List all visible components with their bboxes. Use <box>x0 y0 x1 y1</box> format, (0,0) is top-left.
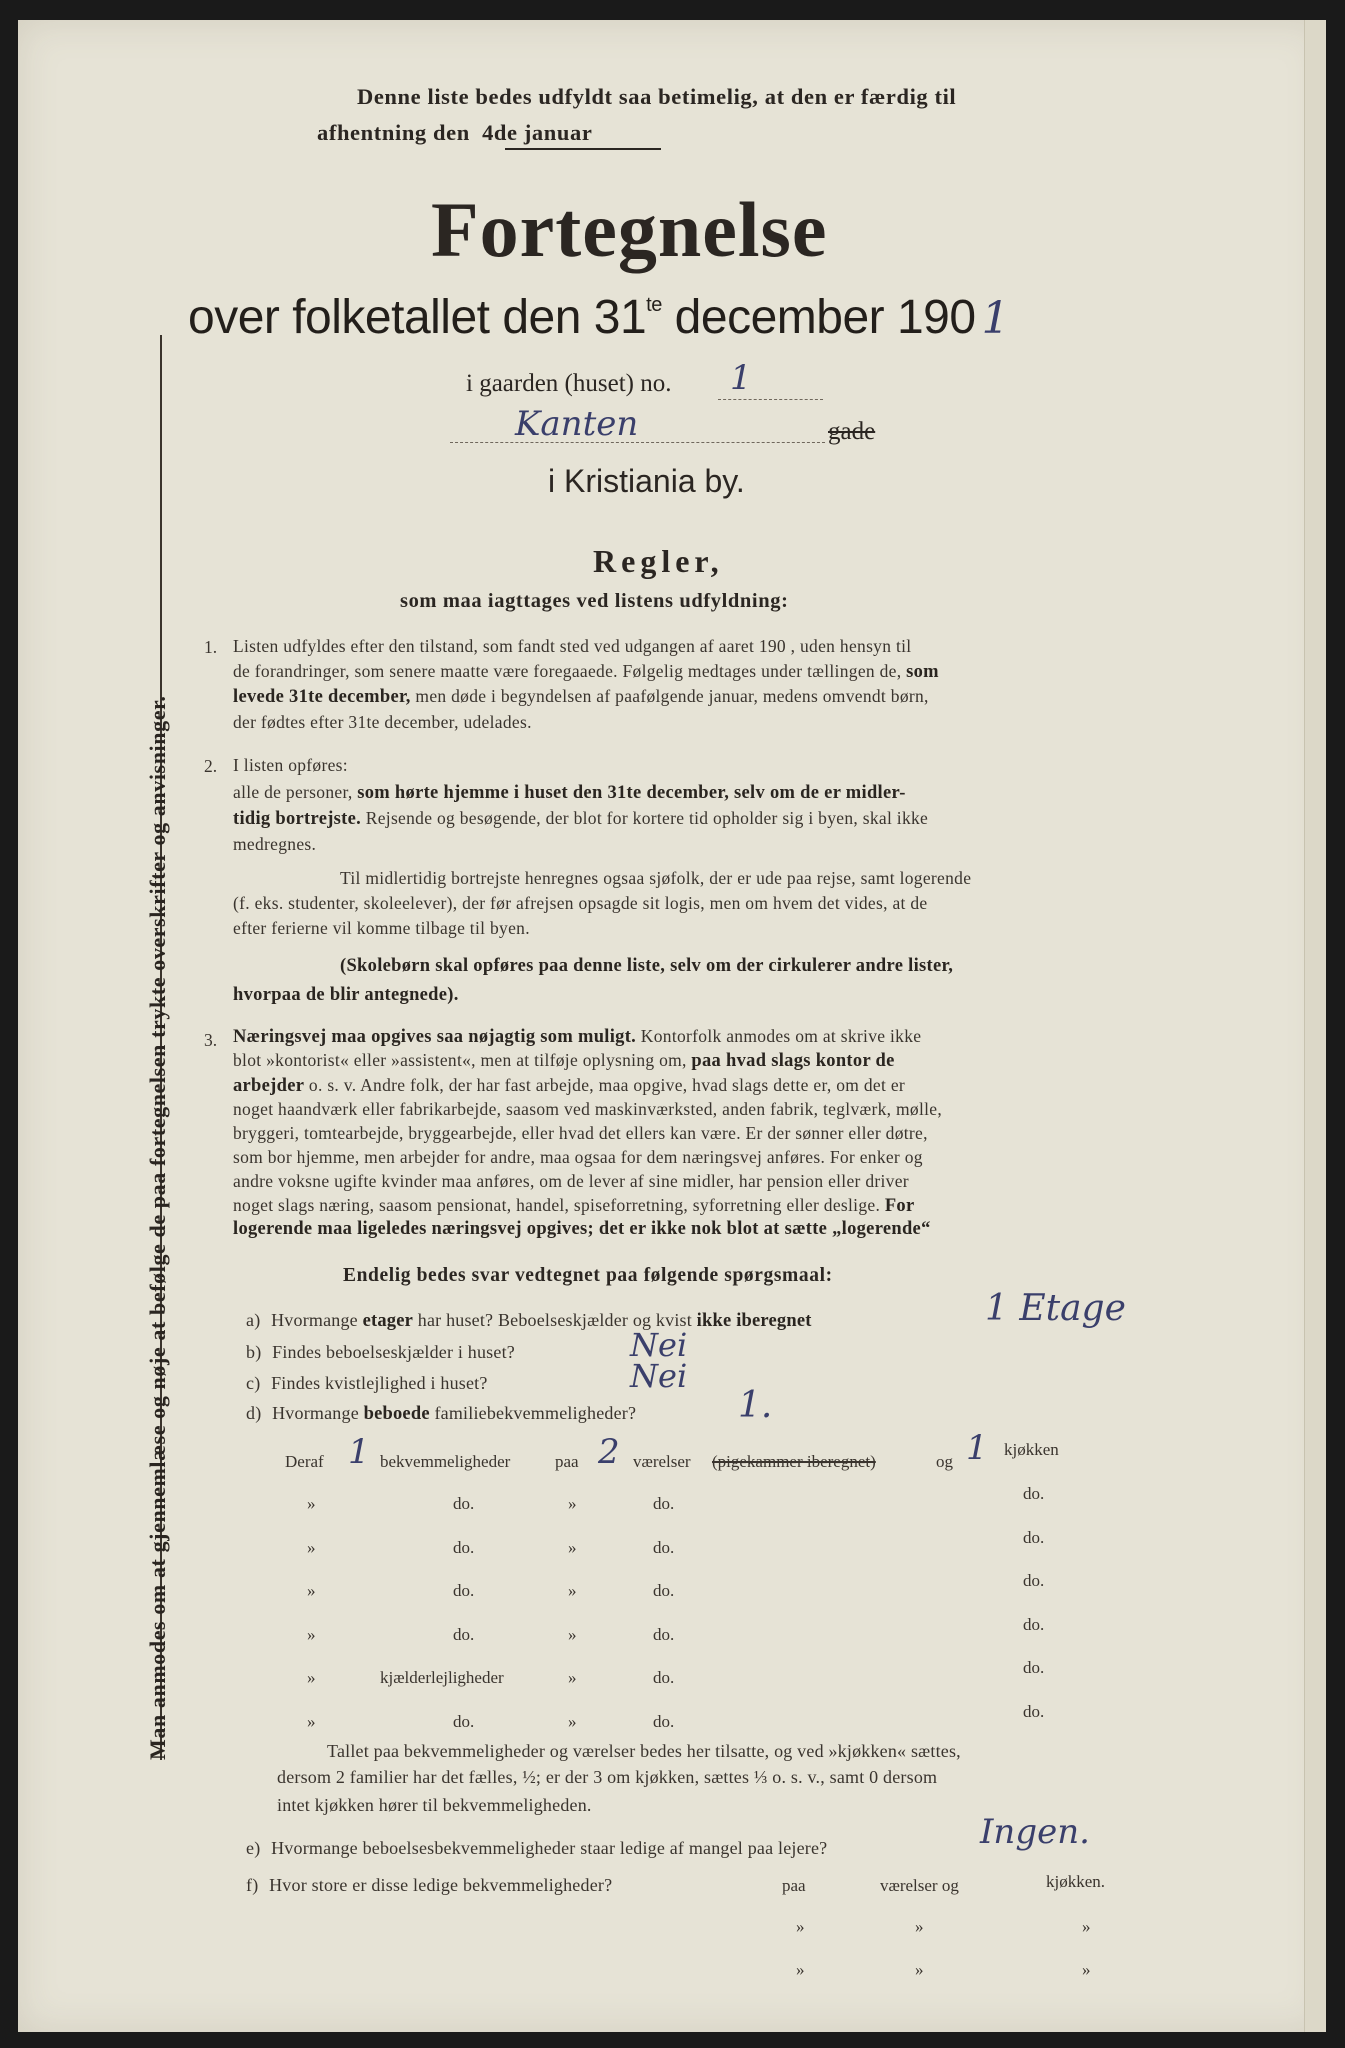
answer-e-hand: Ingen. <box>980 1812 1090 1852</box>
deraf-rooms-hand: 2 <box>598 1432 620 1472</box>
question-c-text: Findes kvistlejlighed i huset? <box>271 1373 488 1393</box>
deraf-paa: paa <box>555 1452 579 1471</box>
question-d-pre: Hvormange <box>272 1403 359 1423</box>
question-e-label: e) <box>246 1838 261 1858</box>
rule2-para2-line1: Til midlertidig bortrejste henregnes ogsaa sjøfolk, der er ude paa rejse, samt logerende <box>340 868 972 888</box>
rule3-line3 <box>233 1075 905 1097</box>
row-col2: do. <box>653 1712 675 1731</box>
rule2-line3-bold: tidig bortrejste. <box>233 809 362 829</box>
rule3-line7: andre voksne ugifte kvinder maa anføres, om de lever af sine midler, har pension eller driver <box>233 1171 909 1191</box>
header-note-line2 <box>317 120 592 146</box>
house-number-hand: 1 <box>730 358 752 398</box>
street-name-hand: Kanten <box>515 404 639 444</box>
question-f-paa: paa <box>782 1876 806 1895</box>
rule1-line3 <box>233 686 929 708</box>
question-a <box>246 1310 812 1332</box>
rule3-line1-bold: Næringsvej maa opgives saa nøjagtig som muligt. <box>233 1027 637 1047</box>
answer-c-hand: Nei <box>630 1357 688 1395</box>
row-mark-2: » <box>568 1581 577 1600</box>
row-col2: do. <box>653 1494 675 1513</box>
side-instruction-note: Man anmodes om at gjennemlæse og nøje at befølge de paa fortegnelsen trykte overskrifter og anvisninger. <box>145 695 170 1760</box>
question-c <box>246 1373 488 1394</box>
row-mark-2: » <box>568 1625 577 1644</box>
deraf-kitchens-hand: 1 <box>966 1428 988 1468</box>
f-mark: » <box>915 1917 924 1936</box>
row-col1: kjælderlejligheder <box>380 1668 504 1687</box>
rule1-line2 <box>233 661 939 683</box>
question-d <box>246 1403 636 1425</box>
rule3-line1 <box>233 1026 921 1048</box>
row-col1: do. <box>453 1538 475 1557</box>
row-mark-1: » <box>307 1625 316 1644</box>
rule3-num: 3. <box>204 1030 218 1050</box>
rule1-line1: Listen udfyldes efter den tilstand, som fandt sted ved udgangen af aaret 190 , uden hensyn til <box>233 636 912 656</box>
rule3-line3-text: o. s. v. Andre folk, der har fast arbejde, maa opgive, hvad slags dette er, om det er <box>308 1075 906 1095</box>
rule2-para2-line3: efter ferierne vil komme tilbage til byen. <box>233 918 530 938</box>
row-mark-2: » <box>568 1494 577 1513</box>
header-note-date: 4de januar <box>482 120 593 145</box>
rule2-para3-line2: hvorpaa de blir antegnede). <box>233 985 459 1005</box>
f-mark: » <box>796 1917 805 1936</box>
question-f-vaerelser-og: værelser og <box>880 1876 959 1895</box>
question-b <box>246 1342 515 1363</box>
row-col1: do. <box>453 1625 475 1644</box>
subtitle-sup: te <box>646 294 662 316</box>
rule2-line2-text: alle de personer, <box>233 782 353 802</box>
row-mark-1: » <box>307 1494 316 1513</box>
row-col3: do. <box>1023 1615 1045 1634</box>
rules-heading: Regler, <box>593 543 724 579</box>
f-mark: » <box>1082 1917 1091 1936</box>
rule3-line6: som bor hjemme, men arbejder for andre, maa ogsaa for dem næringsvej anføres. For enker og <box>233 1147 923 1167</box>
rule2-line3 <box>233 808 928 830</box>
deraf-og: og <box>936 1452 953 1471</box>
note-line2: dersom 2 familier har det fælles, ½; er der 3 om kjøkken, sættes ⅓ o. s. v., samt 0 dersom <box>277 1767 938 1787</box>
rule1-line2-bold: som <box>906 662 939 682</box>
question-e-text: Hvormange beboelsesbekvemmeligheder staar ledige af mangel paa lejere? <box>271 1838 828 1858</box>
question-a-label: a) <box>246 1310 261 1330</box>
house-label: i gaarden (huset) no. <box>466 370 672 397</box>
question-b-label: b) <box>246 1342 262 1362</box>
street-suffix-struck: gade <box>828 418 876 445</box>
deraf-vaerelser: værelser <box>633 1452 691 1471</box>
row-col3: do. <box>1023 1484 1045 1503</box>
rule3-line2-bold: paa hvad slags kontor de <box>691 1051 895 1071</box>
header-note-line1: Denne liste bedes udfyldt saa betimelig, at den er færdig til <box>357 84 957 109</box>
deraf-label: Deraf <box>285 1452 324 1471</box>
question-d-label: d) <box>246 1403 262 1423</box>
question-a-bold: etager <box>362 1311 414 1331</box>
rule2-para2-line2: (f. eks. studenter, skoleelever), der før afrejsen opsagde sit logis, men om hvem det vides, at de <box>233 893 928 913</box>
rule1-num: 1. <box>204 637 218 657</box>
deraf-count-hand: 1 <box>348 1432 370 1472</box>
row-mark-1: » <box>307 1668 316 1687</box>
question-a-mid: har huset? Beboelseskjælder og kvist <box>417 1310 692 1330</box>
row-mark-2: » <box>568 1538 577 1557</box>
row-mark-1: » <box>307 1712 316 1731</box>
rule3-line3-bold: arbejder <box>233 1076 305 1096</box>
rule2-line4: medregnes. <box>233 834 317 854</box>
question-c-label: c) <box>246 1373 261 1393</box>
f-mark: » <box>796 1960 805 1979</box>
answer-b-hand: Nei <box>630 1326 688 1364</box>
row-mark-1: » <box>307 1581 316 1600</box>
rule2-line3-text: Rejsende og besøgende, der blot for kortere tid opholder sig i byen, skal ikke <box>365 808 929 828</box>
row-col3: do. <box>1023 1702 1045 1721</box>
row-col1: do. <box>453 1712 475 1731</box>
f-mark: » <box>915 1960 924 1979</box>
row-mark-1: » <box>307 1538 316 1557</box>
deraf-bek: bekvemmeligheder <box>380 1452 511 1471</box>
rule3-line4: noget haandværk eller fabrikarbejde, saasom ved maskinværksted, anden fabrik, teglværk, mølle, <box>233 1099 943 1119</box>
rule1-line4: der fødtes efter 31te december, udelades. <box>233 712 532 732</box>
row-col2: do. <box>653 1625 675 1644</box>
question-a-bold2: ikke iberegnet <box>696 1311 812 1331</box>
row-col1: do. <box>453 1581 475 1600</box>
deraf-struck-note: (pigekammer iberegnet) <box>712 1452 876 1471</box>
rule1-line2-text: de forandringer, som senere maatte være foregaaede. Følgelig medtages under tællingen de, <box>233 661 902 681</box>
city-label: i Kristiania by. <box>548 463 745 499</box>
house-number-line <box>718 399 823 400</box>
rule3-line2 <box>233 1050 895 1072</box>
question-f <box>246 1875 612 1896</box>
answer-d-hand: 1. <box>738 1385 773 1426</box>
questions-heading: Endelig bedes svar vedtegnet paa følgende spørgsmaal: <box>343 1265 833 1286</box>
date-underline <box>505 148 661 150</box>
rule3-line5: bryggeri, tomtearbejde, bryggearbejde, eller hvad det ellers kan være. Er der sønner eller døtre, <box>233 1123 928 1143</box>
question-e <box>246 1838 827 1859</box>
row-col2: do. <box>653 1581 675 1600</box>
rules-subheading: som maa iagttages ved listens udfyldning: <box>400 590 789 612</box>
header-note-prefix: afhentning den <box>317 120 470 145</box>
question-f-kjokken: kjøkken. <box>1046 1872 1106 1891</box>
page-subtitle <box>188 290 1009 345</box>
street-line <box>450 442 825 443</box>
question-d-bold: beboede <box>363 1404 430 1424</box>
rule3-line8 <box>233 1195 915 1217</box>
row-col2: do. <box>653 1668 675 1687</box>
rule2-line2-bold: som hørte hjemme i huset den 31te december, selv om de er midler- <box>357 783 906 803</box>
page-edge <box>1304 20 1326 2032</box>
subtitle-year-hand: 1 <box>981 293 1010 344</box>
row-col3: do. <box>1023 1528 1045 1547</box>
deraf-kjokken: kjøkken <box>1004 1440 1059 1459</box>
question-d-rest: familiebekvemmeligheder? <box>434 1403 637 1423</box>
note-line3: intet kjøkken hører til bekvemmeligheden. <box>277 1795 592 1815</box>
row-col1: do. <box>453 1494 475 1513</box>
question-a-pre: Hvormange <box>271 1310 358 1330</box>
row-mark-2: » <box>568 1668 577 1687</box>
rule1-line3-bold: levede 31te december, <box>233 687 411 707</box>
rule3-line1-text: Kontorfolk anmodes om at skrive ikke <box>640 1026 922 1046</box>
rule2-num: 2. <box>204 756 218 776</box>
question-f-text: Hvor store er disse ledige bekvemmeligheder? <box>269 1875 613 1895</box>
page-title: Fortegnelse <box>431 186 828 273</box>
rule3-line2-text: blot »kontorist« eller »assistent«, men at tilføje oplysning om, <box>233 1050 687 1070</box>
row-col3: do. <box>1023 1571 1045 1590</box>
rule2-line2 <box>233 782 906 804</box>
rule2-line1: I listen opføres: <box>233 755 348 775</box>
rule3-line8-text: noget slags næring, saasom pensionat, handel, spiseforretning, syforretning eller deslige. <box>233 1195 881 1215</box>
question-f-label: f) <box>246 1875 259 1895</box>
question-b-text: Findes beboelseskjælder i huset? <box>272 1342 515 1362</box>
rule3-line8-bold: For <box>884 1196 915 1216</box>
row-col2: do. <box>653 1538 675 1557</box>
row-col3: do. <box>1023 1658 1045 1677</box>
answer-a-hand: 1 Etage <box>985 1288 1126 1329</box>
subtitle-suffix: december 190 <box>674 291 976 344</box>
note-line1: Tallet paa bekvemmeligheder og værelser bedes her tilsatte, og ved »kjøkken« sættes, <box>327 1741 961 1761</box>
subtitle-prefix: over folketallet den 31 <box>188 291 647 344</box>
rule1-line3-text: men døde i begyndelsen af paafølgende januar, medens omvendt børn, <box>415 686 929 706</box>
f-mark: » <box>1082 1960 1091 1979</box>
row-mark-2: » <box>568 1712 577 1731</box>
rule2-para3-line1: (Skolebørn skal opføres paa denne liste, selv om der cirkulerer andre lister, <box>340 956 954 976</box>
rule3-line9: logerende maa ligeledes næringsvej opgives; det er ikke nok blot at sætte „logerende“ <box>233 1219 931 1239</box>
